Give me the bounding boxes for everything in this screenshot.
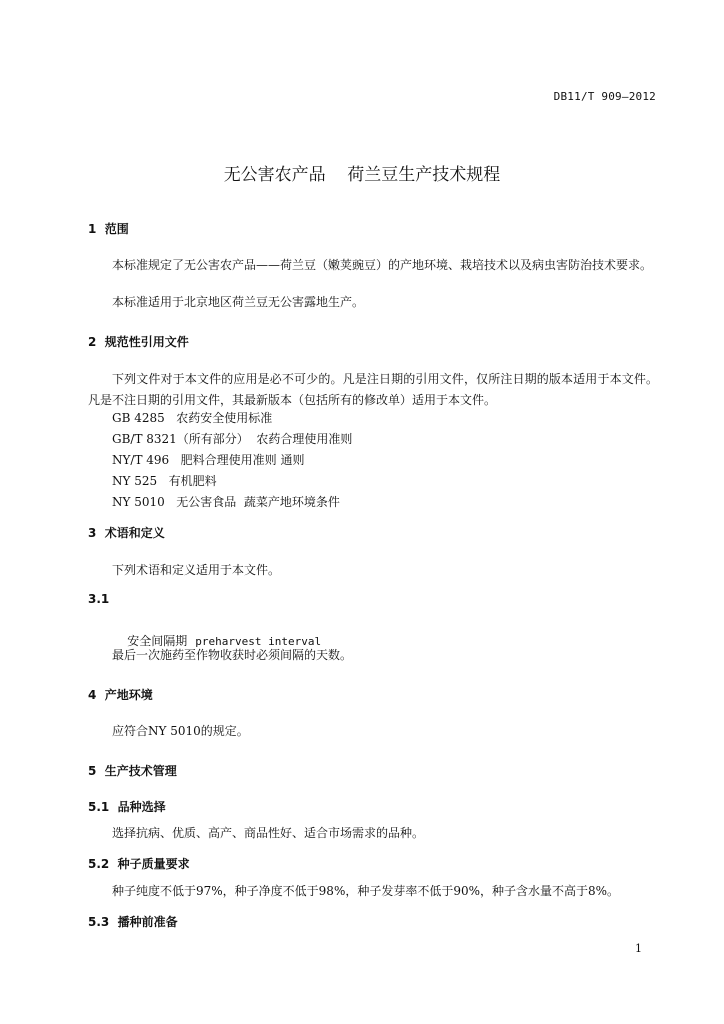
document-title: 无公害农产品 荷兰豆生产技术规程 <box>223 165 501 185</box>
reference-item: NY/T 496 肥料合理使用准则 通则 <box>112 453 305 467</box>
subsection-5-2-heading: 5.2 种子质量要求 <box>88 857 190 871</box>
subsection-5-1-text: 选择抗病、优质、高产、商品性好、适合市场需求的品种。 <box>112 826 425 840</box>
subsection-5-2-text: 种子纯度不低于97%，种子净度不低于98%，种子发芽率不低于90%，种子含水量不高于8%。 <box>112 884 620 898</box>
reference-item: NY 525 有机肥料 <box>112 474 217 488</box>
section-4-paragraph-1: 应符合NY 5010的规定。 <box>112 724 249 738</box>
section-3-paragraph-1: 下列术语和定义适用于本文件。 <box>112 563 281 577</box>
term-definition: 最后一次施药至作物收获时必须间隔的天数。 <box>112 648 353 662</box>
section-2-heading: 2 规范性引用文件 <box>88 335 189 349</box>
subsection-5-1-heading: 5.1 品种选择 <box>88 800 166 814</box>
standard-code: DB11/T 909—2012 <box>553 90 656 103</box>
reference-item: GB 4285 农药安全使用标准 <box>112 411 273 425</box>
section-3-heading: 3 术语和定义 <box>88 526 165 540</box>
section-1-paragraph-1: 本标准规定了无公害农产品——荷兰豆（嫩荚豌豆）的产地环境、栽培技术以及病虫害防治技术要求。 <box>112 258 653 272</box>
page-number: 1 <box>635 942 642 955</box>
section-1-paragraph-2: 本标准适用于北京地区荷兰豆无公害露地生产。 <box>112 295 365 309</box>
section-1-heading: 1 范围 <box>88 222 129 236</box>
subsection-5-3-heading: 5.3 播种前准备 <box>88 915 178 929</box>
reference-item: GB/T 8321（所有部分） 农药合理使用准则 <box>112 432 353 446</box>
section-5-heading: 5 生产技术管理 <box>88 764 177 778</box>
section-4-heading: 4 产地环境 <box>88 688 153 702</box>
reference-item: NY 5010 无公害食品 蔬菜产地环境条件 <box>112 495 340 509</box>
term-chinese: 安全间隔期 <box>127 634 188 648</box>
subsection-3-1-heading: 3.1 <box>88 592 110 606</box>
term-english: preharvest interval <box>195 635 322 648</box>
section-2-paragraph-1: 下列文件对于本文件的应用是必不可少的。凡是注日期的引用文件，仅所注日期的版本适用于本文件。凡是不注日期的引用文件，其最新版本（包括所有的修改单）适用于本文件。 <box>88 372 658 407</box>
